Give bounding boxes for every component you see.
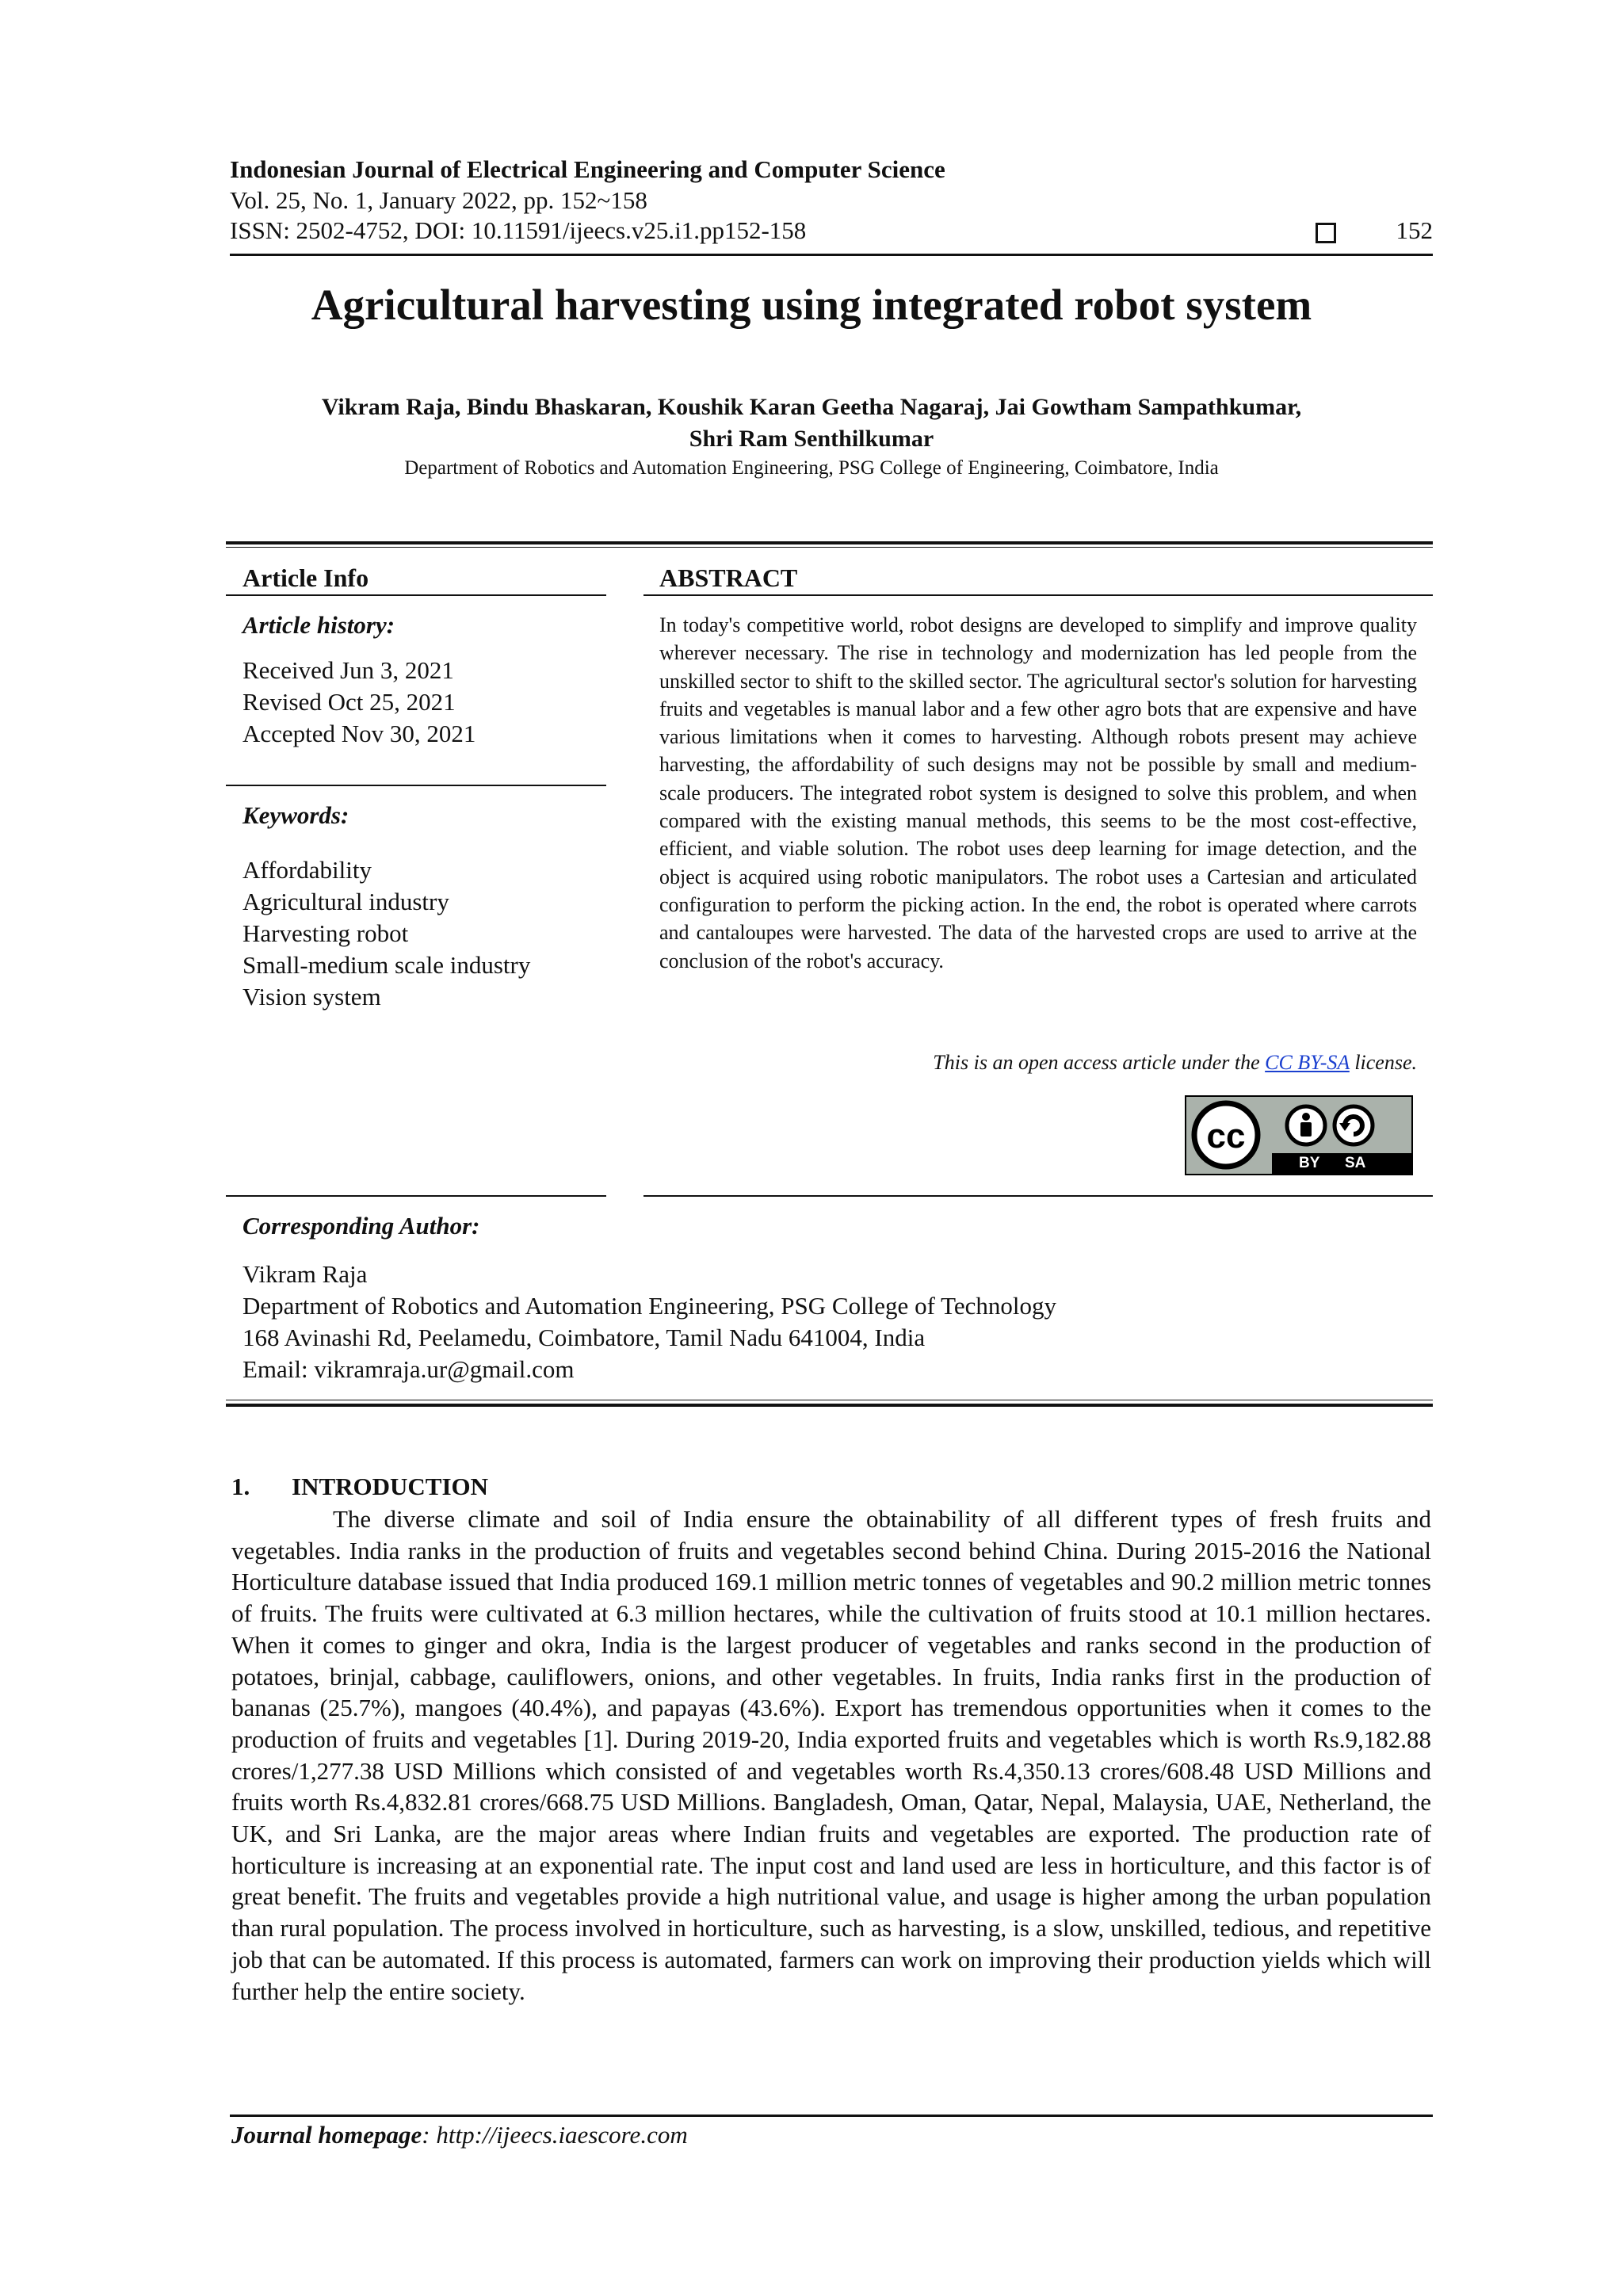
keyword-item: Agricultural industry <box>242 888 449 915</box>
introduction-heading <box>231 1473 488 1501</box>
page-number: 152 <box>1396 216 1433 244</box>
authors-line-2: Shri Ram Senthilkumar <box>689 426 934 452</box>
license-suffix: license. <box>1349 1051 1417 1074</box>
keyword-item: Small-medium scale industry <box>242 951 531 979</box>
history-revised: Revised Oct 25, 2021 <box>242 688 456 716</box>
badge-sa-label: SA <box>1345 1155 1366 1171</box>
article-history-heading: Article history: <box>242 611 395 639</box>
square-box-icon <box>1316 223 1336 243</box>
footer-label: Journal homepage <box>231 2121 422 2149</box>
keywords-list <box>242 854 530 1013</box>
section-rule-bottom-thick <box>226 1404 1433 1407</box>
paper-title: Agricultural harvesting using integrated robot system <box>311 281 1312 329</box>
authors <box>0 392 1623 455</box>
authors-line-1: Vikram Raja, Bindu Bhaskaran, Koushik Karan Geetha Nagaraj, Jai Gowtham Sampathkumar, <box>321 394 1302 420</box>
section-title: INTRODUCTION <box>292 1473 489 1500</box>
article-info-heading: Article Info <box>242 563 369 592</box>
attribution-person-icon <box>1287 1106 1325 1144</box>
issn-doi-line: ISSN: 2502-4752, DOI: 10.11591/ijeecs.v25.i1.pp152-158 <box>230 216 807 244</box>
abstract-rule <box>643 594 1433 596</box>
keywords-heading: Keywords: <box>242 801 349 829</box>
history-received: Received Jun 3, 2021 <box>242 656 454 684</box>
abstract-heading: ABSTRACT <box>659 563 798 592</box>
abstract-text: In today's competitive world, robot designs are developed to simplify and improve quality wherever necessary. The rise in technology and modernization has led people from the unskilled sector to shift to the skilled sector. The agricultural sector's solution for harvesting fruits and vegetables is manual labor and a few other agro bots that are expensive and have various limitations when it comes to harvesting. Although robots present may achieve harvesting, the affordability of such designs may not be possible by small and medium-scale producers. The integrated robot system is designed to solve this problem, and when compared with the existing manual methods, this seems to be the most cost-effective, efficient, and viable solution. The robot uses deep learning for image detection, and the object is acquired using robotic manipulators. The robot uses a Cartesian and articulated configuration to perform the picking action. In the end, the robot is operated where carrots and cantaloupes were harvested. The data of the harvested crops are used to arrive at the conclusion of the robot's accuracy. <box>659 613 1417 972</box>
svg-text:cc: cc <box>1206 1117 1246 1156</box>
corresponding-email: Email: vikramraja.ur@gmail.com <box>242 1355 575 1383</box>
history-accepted: Accepted Nov 30, 2021 <box>242 720 476 747</box>
header-rule <box>230 254 1433 256</box>
journal-name: Indonesian Journal of Electrical Engineering and Computer Science <box>230 155 945 183</box>
introduction-body: The diverse climate and soil of India ensure the obtainability of all different types of fresh fruits and vegetables. India ranks in the production of fruits and vegetables second behind China. During 2015-2016 the National Horticulture database issued that India produced 169.1 million metric tonnes of vegetables and 90.2 million metric tonnes of fruits. The fruits were cultivated at 6.3 million hectares, while the cultivation of fruits stood at 10.1 million hectares. When it comes to ginger and okra, India is the largest producer of vegetables and ranks second in the production of potatoes, brinjal, cabbage, cauliflowers, onions, and other vegetables. In fruits, India ranks first in the production of bananas (25.7%), mangoes (40.4%), and papayas (43.6%). Export has tremendous opportunities when it comes to the production of fruits and vegetables [1]. During 2019-20, India exported fruits and vegetables which is worth Rs.9,182.88 crores/1,277.38 USD Millions which consisted of and vegetables worth Rs.4,350.13 crores/608.48 USD Millions and fruits worth Rs.4,832.81 crores/668.75 USD Millions. Bangladesh, Oman, Qatar, Nepal, Malaysia, UAE, Netherland, the UK, and Sri Lanka, are the major areas where Indian fruits and vegetables are exported. The production rate of horticulture is increasing at an exponential rate. The input cost and land used are less in horticulture, and this factor is of great benefit. The fruits and vegetables provide a high nutritional value, and usage is higher among the urban population than rural population. The process involved in horticulture, such as harvesting, is a slow, unskilled, tedious, and repetitive job that can be automated. If this process is automated, farmers can work on improving their production yields which will further help the entire society. <box>231 1505 1431 2005</box>
volume-line: Vol. 25, No. 1, January 2022, pp. 152~158 <box>230 186 647 214</box>
share-alike-icon <box>1335 1106 1373 1144</box>
corresponding-name: Vikram Raja <box>242 1260 368 1288</box>
article-info-bottom-rule <box>226 1195 606 1197</box>
corresponding-department: Department of Robotics and Automation Engineering, PSG College of Technology <box>242 1292 1056 1320</box>
section-rule-top-thin <box>226 547 1433 548</box>
badge-label-strip <box>1272 1153 1411 1174</box>
corresponding-address: 168 Avinashi Rd, Peelamedu, Coimbatore, Tamil Nadu 641004, India <box>242 1324 926 1351</box>
license-link[interactable]: CC BY-SA <box>1265 1051 1350 1074</box>
keyword-item: Harvesting robot <box>242 919 409 947</box>
article-history-list <box>242 655 475 750</box>
section-rule-top-thick <box>226 541 1433 544</box>
license-prefix: This is an open access article under the <box>933 1051 1266 1074</box>
corresponding-author-heading: Corresponding Author: <box>242 1212 480 1240</box>
article-info-mid-rule <box>226 785 606 786</box>
section-number: 1. <box>231 1473 250 1500</box>
keyword-item: Vision system <box>242 983 381 1010</box>
affiliation: Department of Robotics and Automation Engineering, PSG College of Engineering, Coimbatore, India <box>404 457 1219 479</box>
footer-rule <box>230 2115 1433 2117</box>
cc-by-sa-badge[interactable] <box>1185 1095 1413 1175</box>
keyword-item: Affordability <box>242 856 372 884</box>
corresponding-author-details <box>242 1259 1056 1385</box>
abstract-body <box>659 611 1417 975</box>
badge-by-label: BY <box>1299 1155 1320 1171</box>
cc-icon <box>1194 1103 1258 1167</box>
article-info-rule <box>226 594 606 596</box>
footer-url[interactable]: : http://ijeecs.iaescore.com <box>422 2121 688 2149</box>
abstract-bottom-rule <box>643 1195 1433 1197</box>
license-note <box>659 1051 1417 1075</box>
journal-homepage <box>231 2121 688 2149</box>
